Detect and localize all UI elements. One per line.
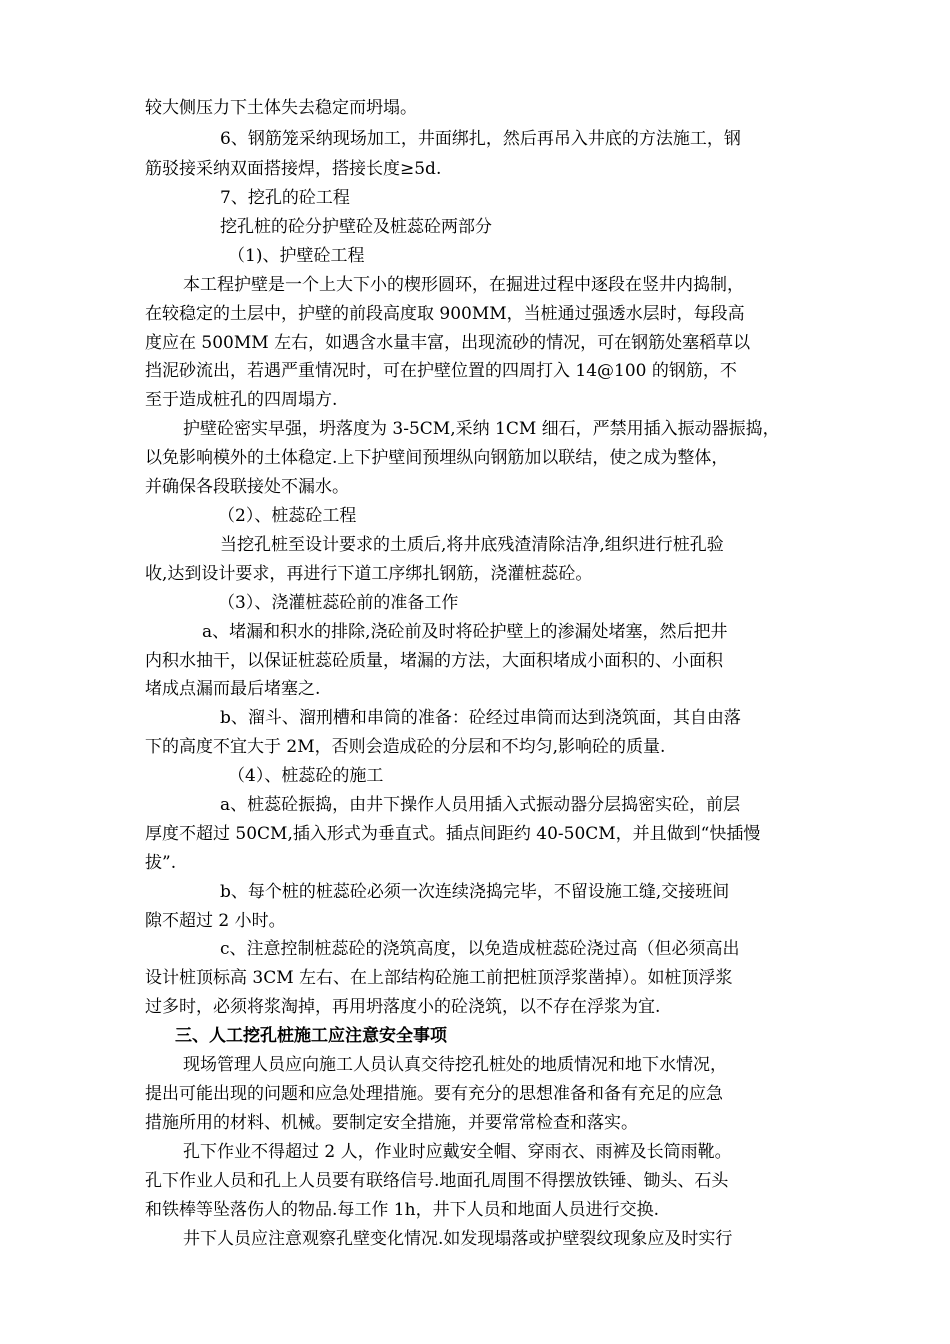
text-line: 护壁砼密实早强，坍落度为 3-5CM,采纳 1CM 细石，严禁用插入振动器振捣， (183, 419, 780, 439)
text-line: 厚度不超过 50CM,插入形式为垂直式。插点间距约 40-50CM，并且做到“快插慢 (145, 824, 761, 844)
text-line: b、溜斗、溜刑槽和串筒的准备：砼经过串筒而达到浇筑面，其自由落 (220, 708, 741, 728)
text-line: 以免影响模外的土体稳定.上下护壁间预埋纵向钢筋加以联结，使之成为整体， (145, 448, 729, 468)
text-line: 筋驳接采纳双面搭接焊，搭接长度≥5d. (145, 159, 442, 179)
text-line: a、桩蕊砼振捣，由井下操作人员用插入式振动器分层捣密实砼，前层 (220, 795, 741, 815)
text-line: c、注意控制桩蕊砼的浇筑高度，以免造成桩蕊砼浇过高（但必须高出 (220, 939, 740, 959)
text-line: b、每个桩的桩蕊砼必须一次连续浇捣完毕，不留设施工缝,交接班间 (220, 882, 730, 902)
text-line: 提出可能出现的问题和应急处理措施。要有充分的思想准备和备有充足的应急 (145, 1084, 723, 1104)
text-line: 过多时，必须将浆淘掉，再用坍落度小的砼浇筑，以不存在浮浆为宜. (145, 997, 661, 1017)
text-line: 设计桩顶标高 3CM 左右、在上部结构砼施工前把桩顶浮浆凿掉）。如桩顶浮浆 (145, 968, 733, 988)
section-heading: 三、人工挖孔桩施工应注意安全事项 (175, 1026, 447, 1046)
text-line: 内积水抽干，以保证桩蕊砼质量，堵漏的方法，大面积堵成小面积的、小面积 (145, 651, 723, 671)
text-line: 挡泥砂流出，若遇严重情况时，可在护壁位置的四周打入 14@100 的钢筋，不 (145, 361, 737, 381)
text-line: 在较稳定的土层中，护壁的前段高度取 900MM，当桩通过强透水层时，每段高 (145, 304, 745, 324)
text-line: 挖孔桩的砼分护壁砼及桩蕊砼两部分 (220, 217, 492, 237)
text-line: 孔下作业人员和孔上人员要有联络信号.地面孔周围不得摆放铁锤、锄头、石头 (145, 1171, 729, 1191)
text-line: 隙不超过 2 小时。 (145, 911, 286, 931)
text-line: （1)、护壁砼工程 (228, 246, 365, 266)
text-line: 拔”. (145, 853, 177, 873)
text-line: 较大侧压力下土体失去稳定而坍塌。 (145, 98, 417, 118)
text-line: 6、钢筋笼采纳现场加工，井面绑扎，然后再吊入井底的方法施工，钢 (220, 129, 741, 149)
text-line: 下的高度不宜大于 2M，否则会造成砼的分层和不均匀,影响砼的质量. (145, 737, 666, 757)
text-line: 收,达到设计要求，再进行下道工序绑扎钢筋，浇灌桩蕊砼。 (145, 564, 593, 584)
text-line: 7、挖孔的砼工程 (220, 188, 350, 208)
text-line: 孔下作业不得超过 2 人，作业时应戴安全帽、穿雨衣、雨裤及长筒雨靴。 (183, 1142, 732, 1162)
text-line: 当挖孔桩至设计要求的土质后,将井底残渣清除洁净,组织进行桩孔验 (220, 535, 724, 555)
text-line: 堵成点漏而最后堵塞之. (145, 679, 321, 699)
text-line: 措施所用的材料、机械。要制定安全措施，并要常常检查和落实。 (145, 1113, 638, 1133)
text-line: a、堵漏和积水的排除,浇砼前及时将砼护壁上的渗漏处堵塞，然后把井 (202, 622, 728, 642)
text-line: 现场管理人员应向施工人员认真交待挖孔桩处的地质情况和地下水情况， (183, 1055, 727, 1075)
text-line: （3）、浇灌桩蕊砼前的准备工作 (218, 593, 459, 613)
text-line: 本工程护壁是一个上大下小的楔形圆环，在掘进过程中逐段在竖井内捣制， (183, 275, 744, 295)
text-line: （2）、桩蕊砼工程 (218, 506, 357, 526)
text-line: 和铁棒等坠落伤人的物品.每工作 1h，井下人员和地面人员进行交换. (145, 1200, 659, 1220)
text-line: 井下人员应注意观察孔壁变化情况.如发现塌落或护壁裂纹现象应及时实行 (183, 1229, 733, 1249)
text-line: 度应在 500MM 左右，如遇含水量丰富，出现流砂的情况，可在钢筋处塞稻草以 (145, 333, 751, 353)
text-line: 至于造成桩孔的四周塌方. (145, 390, 338, 410)
text-line: （4）、桩蕊砼的施工 (228, 766, 384, 786)
text-line: 并确保各段联接处不漏水。 (145, 477, 349, 497)
